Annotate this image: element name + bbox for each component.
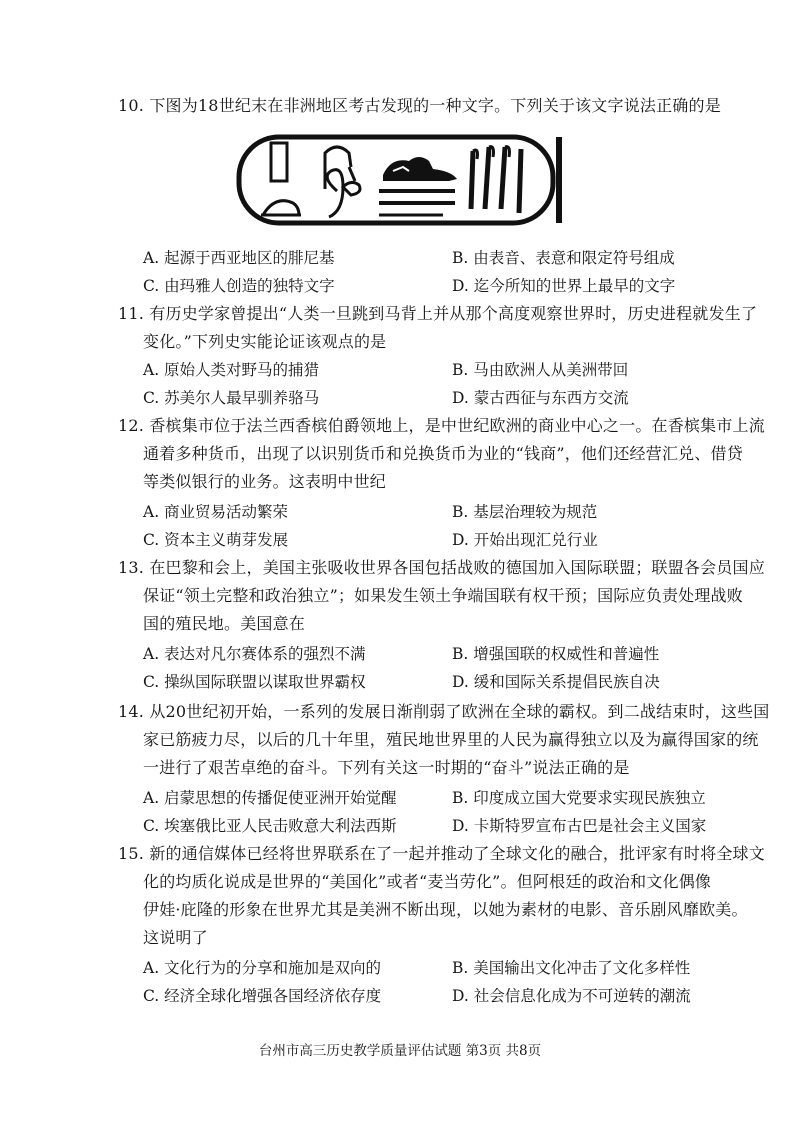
question-10-stem-line-1: 10. 下图为18世纪末在非洲地区考古发现的一种文字。下列关于该文字说法正确的是 [118,96,721,115]
question-10-option-b: B. 由表音、表意和限定符号组成 [452,249,675,267]
question-11-option-d: D. 蒙古西征与东西方交流 [452,389,629,407]
page-footer: 台州市高三历史教学质量评估试题 第3页 共8页 [258,1043,542,1059]
question-14-stem-line-2: 家已筋疲力尽，以后的几十年里，殖民地世界里的人民为赢得独立以及为赢得国家的统 [143,730,759,749]
question-14-option-a: A. 启蒙思想的传播促使亚洲开始觉醒 [143,789,397,807]
question-13-option-a: A. 表达对凡尔赛体系的强烈不满 [143,645,366,663]
question-15-option-c: C. 经济全球化增强各国经济依存度 [143,987,382,1005]
question-15-option-d: D. 社会信息化成为不可逆转的潮流 [452,987,691,1005]
question-10-option-d: D. 迄今所知的世界上最早的文字 [452,277,676,295]
question-13-stem-line-3: 国的殖民地。美国意在 [143,614,306,633]
question-12-stem-line-3: 等类似银行的业务。这表明中世纪 [143,472,387,491]
question-11-option-c: C. 苏美尔人最早驯养骆马 [143,389,320,407]
question-10-option-c: C. 由玛雅人创造的独特文字 [143,277,335,295]
question-13-option-d: D. 缓和国际关系提倡民族自决 [452,673,660,691]
question-13-stem-line-2: 保证“领土完整和政治独立”；如果发生领土争端国联有权干预；国际应负责处理战败 [143,586,743,605]
question-15-stem-line-1: 15. 新的通信媒体已经将世界联系在了一起并推动了全球文化的融合，批评家有时将全球文 [118,844,765,863]
question-12-stem-line-2: 通着多种货币，出现了以识别货币和兑换货币为业的“钱商”，他们还经营汇兑、借贷 [143,444,743,463]
question-15-option-b: B. 美国输出文化冲击了文化多样性 [452,959,691,977]
question-15-option-a: A. 文化行为的分享和施加是双向的 [143,959,382,977]
question-14-option-c: C. 埃塞俄比亚人民击败意大利法西斯 [143,817,397,835]
question-15-stem-line-3: 伊娃·庇隆的形象在世界尤其是美洲不断出现，以她为素材的电影、音乐剧风靡欧美。 [143,900,748,919]
question-11-option-a: A. 原始人类对野马的捕猎 [143,361,320,379]
question-14-stem-line-1: 14. 从20世纪初开始，一系列的发展日渐削弱了欧洲在全球的霸权。到二战结束时，这些国 [118,702,770,721]
question-12-option-c: C. 资本主义萌芽发展 [143,531,289,549]
question-13-stem-line-1: 13. 在巴黎和会上，美国主张吸收世界各国包括战败的德国加入国际联盟；联盟各会员国应 [118,558,765,577]
question-15-stem-line-2: 化的均质化说成是世界的“美国化”或者“麦当劳化”。但阿根廷的政治和文化偶像 [143,872,712,891]
question-12-option-a: A. 商业贸易活动繁荣 [143,503,289,521]
question-15-stem-line-4: 这说明了 [143,928,208,947]
question-11-option-b: B. 马由欧洲人从美洲带回 [452,361,629,379]
question-14-option-b: B. 印度成立国大党要求实现民族独立 [452,789,706,807]
question-12-stem-line-1: 12. 香槟集市位于法兰西香槟伯爵领地上，是中世纪欧洲的商业中心之一。在香槟集市上流 [118,416,765,435]
question-11-stem-line-2: 变化。”下列史实能论证该观点的是 [143,332,387,351]
question-13-option-b: B. 增强国联的权威性和普遍性 [452,645,660,663]
question-14-stem-line-3: 一进行了艰苦卓绝的奋斗。下列有关这一时期的“奋斗”说法正确的是 [143,758,630,777]
question-13-option-c: C. 操纵国际联盟以谋取世界霸权 [143,673,366,691]
question-12-option-d: D. 开始出现汇兑行业 [452,531,598,549]
egyptian-hieroglyph-cartouche-icon [233,131,565,231]
question-14-option-d: D. 卡斯特罗宣布古巴是社会主义国家 [452,817,707,835]
question-10-option-a: A. 起源于西亚地区的腓尼基 [143,249,335,267]
question-11-stem-line-1: 11. 有历史学家曾提出“人类一旦跳到马背上并从那个高度观察世界时，历史进程就发生了 [118,304,758,323]
question-12-option-b: B. 基层治理较为规范 [452,503,598,521]
